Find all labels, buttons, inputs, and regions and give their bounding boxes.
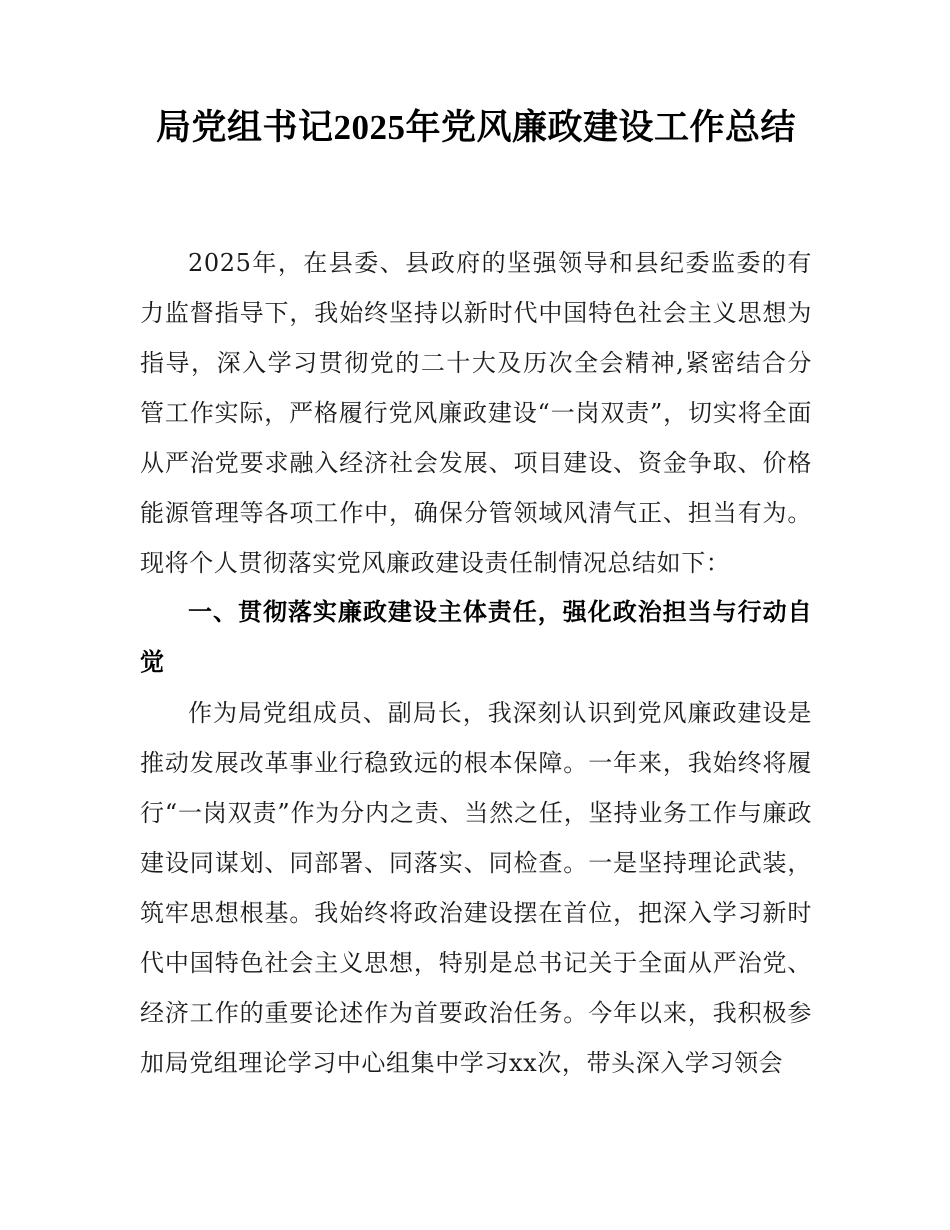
section-one-paragraph: 作为局党组成员、副局长，我深刻认识到党风廉政建设是推动发展改革事业行稳致远的根本保障。一年来，我始终将履行“一岗双责”作为分内之责、当然之任，坚持业务工作与廉政建设同谋划、同部署、同落实、同检查。一是坚持理论武装，筑牢思想根基。我始终将政治建设摆在首位，把深入学习新时代中国特色社会主义思想，特别是总书记关于全面从严治党、经济工作的重要论述作为首要政治任务。今年以来，我积极参加局党组理论学习中心组集中学习xx次，带头深入学习领会 (140, 699, 812, 1077)
section-heading-one: 一、贯彻落实廉政建设主体责任，强化政治担当与行动自觉 (140, 599, 812, 676)
page-title: 局党组书记2025年党风廉政建设工作总结 (155, 108, 796, 147)
intro-paragraph: 2025年，在县委、县政府的坚强领导和县纪委监委的有力监督指导下，我始终坚持以新时代中国特色社会主义思想为指导，深入学习贯彻党的二十大及历次全会精神,紧密结合分管工作实际，严格履行党风廉政建设“一岗双责”，切实将全面从严治党要求融入经济社会发展、项目建设、资金争取、价格能源管理等各项工作中，确保分管领域风清气正、担当有为。现将个人贯彻落实党风廉政建设责任制情况总结如下： (140, 249, 812, 577)
document-content (140, 238, 812, 1088)
